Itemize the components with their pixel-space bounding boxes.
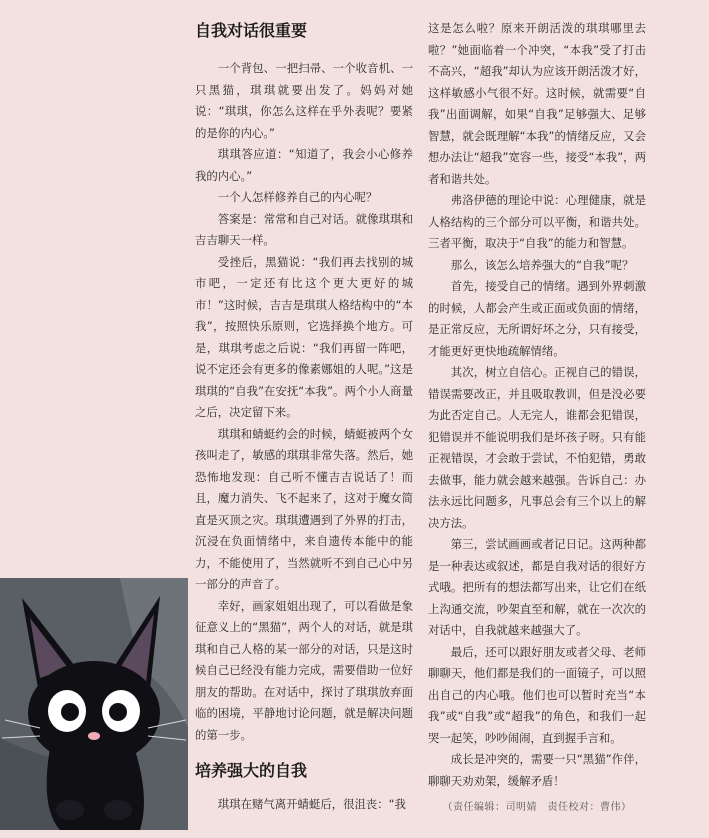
editor-credits: （责任编辑：司明婧 责任校对：曹伟） bbox=[442, 802, 632, 813]
left-column bbox=[195, 18, 413, 816]
heading-strong-self: 培养强大的自我 bbox=[195, 761, 308, 780]
paragraph: 琪琪在赌气离开蜻蜓后，很沮丧：“我 bbox=[217, 797, 406, 811]
paragraph: 一个背包、一把扫帚、一个收音机、一只黑猫，琪琪就要出发了。妈妈对她说：“琪琪，你怎么这样在乎外表呢？要紧的是你的内心。” bbox=[195, 61, 413, 140]
black-cat-illustration-icon bbox=[0, 578, 188, 830]
paragraph: 弗洛伊德的理论中说：心理健康，就是人格结构的三个部分可以平衡，和谐共处。三者平衡，取决于“自我”的能力和智慧。 bbox=[428, 193, 646, 250]
paragraph: 那么，该怎么培养强大的“自我”呢？ bbox=[450, 257, 634, 272]
right-column bbox=[428, 18, 646, 813]
heading-self-dialogue: 自我对话很重要 bbox=[195, 21, 308, 40]
paragraph: 受挫后，黑猫说：“我们再去找别的城市吧，一定还有比这个更大更好的城市！”这时候，吉吉是琪琪人格结构中的“本我”，按照快乐原则，它选择换个地方。可是，琪琪考虑之后说：“我们再留一阵吧，说不定还会有更多的像素娜姐的人呢。”这是琪琪的“自我”在安抚“本我”。两个小人商量之后，决定留下来。 bbox=[195, 254, 413, 419]
left-paragraphs bbox=[195, 58, 413, 746]
paragraph: 第三，尝试画画或者记日记。这两种都是一种表达或叙述，都是自我对话的很好方式哦。把所有的想法都写出来，让它们在纸上沟通交流，吵架直至和解，就在一次次的对话中，自我就越来越强大了。 bbox=[428, 537, 646, 637]
paragraph: 一个人怎样修养自己的内心呢？ bbox=[217, 190, 378, 204]
paragraph: 琪琪和蜻蜓约会的时候，蜻蜓被两个女孩叫走了，敏感的琪琪非常失落。然后，她恐怖地发现：自己听不懂吉吉说话了！而且，魔力消失、飞不起来了，这对于魔女简直是灭顶之灾。琪琪遭遇到了外界的打击，沉浸在负面情绪中，来自遗传本能中的能力，不能使用了，当然就听不到自己心中另一部分的声音了。 bbox=[195, 426, 413, 591]
paragraph: 这是怎么啦？原来开朗活泼的琪琪哪里去啦？”她面临着一个冲突，“本我”受了打击不高兴，“超我”却认为应该开朗活泼才好，这样敏感小气很不好。这时候，就需要“自我”出面调解，如果“自我”足够强大、足够智慧，就会既理解“本我”的情绪反应，又会想办法让“超我”宽容一些，接受“本我”，两者和谐共处。 bbox=[428, 21, 646, 186]
paragraph: 首先，接受自己的情绪。遇到外界刺激的时候，人都会产生或正面或负面的情绪，是正常反应，无所谓好坏之分，只有接受，才能更好更快地疏解情绪。 bbox=[428, 279, 646, 358]
paragraph: 成长是冲突的，需要一只“黑猫”作伴，聊聊天劝劝架，缓解矛盾！ bbox=[428, 752, 646, 788]
paragraph: 其次，树立自信心。正视自己的错误，错误需要改正，并且吸取教训，但是没必要为此否定自己。人无完人，谁都会犯错误，犯错误并不能说明我们是坏孩子呀。只有能正视错误，才会敢于尝试，不怕犯错，勇敢去做事，能力就会越来越强。告诉自己：办法永远比问题多，凡事总会有三个以上的解决方法。 bbox=[428, 365, 646, 530]
paragraph: 幸好，画家姐姐出现了，可以看做是象征意义上的“黑猫”，两个人的对话，就是琪琪和自己人格的某一部分的对话，只是这时候自己已经没有能力完成，需要借助一位好朋友的帮助。在对话中，探讨了琪琪放弃面临的困境，平静地讨论问题，就是解决问题的第一步。 bbox=[195, 598, 413, 742]
paragraph: 琪琪答应道：“知道了，我会小心修养我的内心。” bbox=[195, 147, 413, 183]
paragraph: 最后，还可以跟好朋友或者父母、老师聊聊天，他们都是我们的一面镜子，可以照出自己的内心哦。他们也可以暂时充当“本我”或“自我”或“超我”的角色，和我们一起哭一起笑，吵吵闹闹，直到握手言和。 bbox=[428, 644, 646, 745]
paragraph: 答案是：常常和自己对话。就像琪琪和吉吉聊天一样。 bbox=[195, 211, 413, 247]
